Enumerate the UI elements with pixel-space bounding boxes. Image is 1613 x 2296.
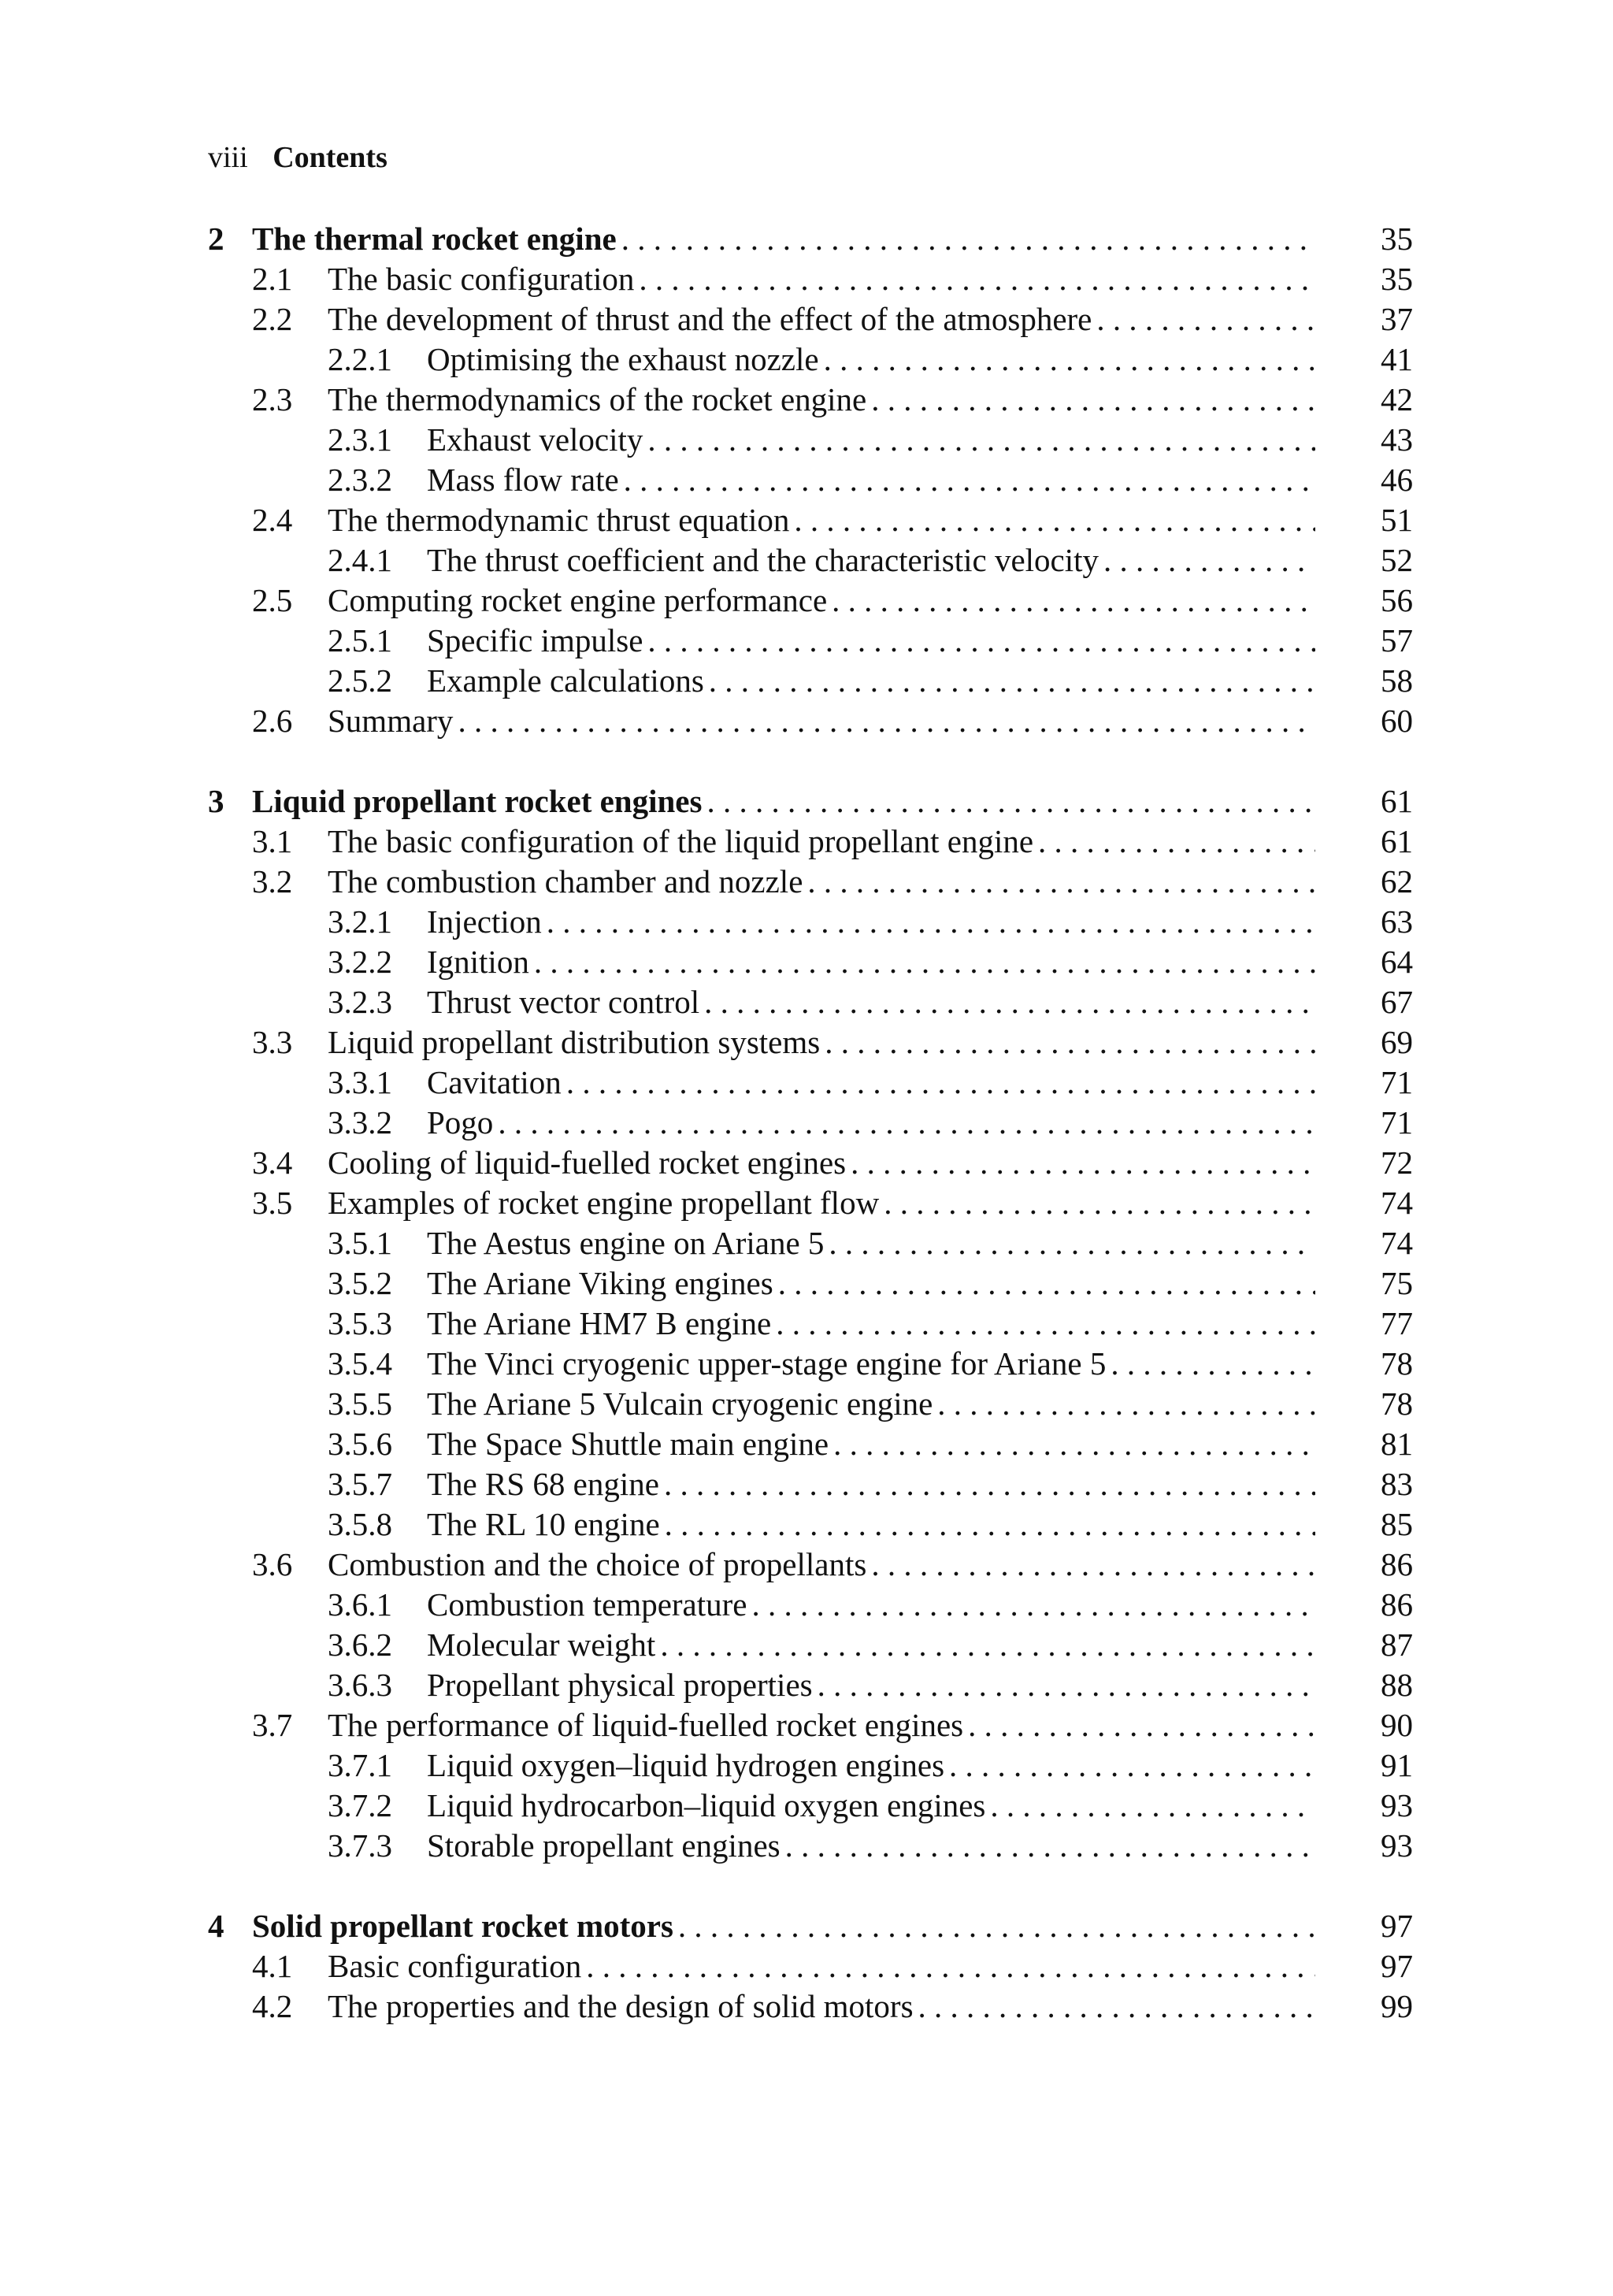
dot-leader [1103,540,1315,580]
dot-leader [884,1183,1315,1223]
toc-entry-section[interactable] [0,862,1613,902]
toc-entry-subsection[interactable] [0,621,1613,661]
toc-entry-number: 2.3.2 [328,462,392,498]
toc-entry-subsection[interactable] [0,1625,1613,1665]
toc-entry-title: Basic configuration [328,1948,582,1984]
toc-entry-title: Liquid oxygen–liquid hydrogen engines [427,1747,945,1783]
toc-entry-number: 2 [208,221,224,257]
toc-entry-title: Combustion temperature [427,1586,747,1623]
toc-entry-title: Propellant physical properties [427,1667,813,1703]
toc-entry-page: 43 [1381,421,1413,458]
dot-leader [534,942,1315,982]
toc-entry-subsection[interactable] [0,540,1613,580]
toc-entry-number: 3.6.2 [328,1626,392,1663]
dot-leader [665,1504,1315,1545]
toc-entry-section[interactable] [0,500,1613,540]
toc-entry-title: Liquid propellant rocket engines [252,783,703,819]
toc-entry-page: 56 [1381,582,1413,618]
toc-entry-section[interactable] [0,1143,1613,1183]
toc-entry-subsection[interactable] [0,982,1613,1022]
toc-entry-subsection[interactable] [0,1424,1613,1464]
toc-entry-title-line [427,460,1315,500]
toc-entry-title: Storable propellant engines [427,1827,781,1864]
toc-entry-number: 3.5 [252,1185,293,1221]
toc-entry-number: 3.3.1 [328,1064,392,1100]
dot-leader [778,1263,1315,1304]
table-of-contents [0,219,1613,2027]
dot-leader [586,1946,1315,1986]
toc-entry-title: Solid propellant rocket motors [252,1908,673,1944]
dot-leader [871,380,1315,420]
toc-entry-title: The properties and the design of solid motors [328,1988,914,2024]
toc-entry-title: The RS 68 engine [427,1466,659,1502]
toc-entry-page: 58 [1381,662,1413,699]
toc-entry-number: 3.5.1 [328,1225,392,1261]
toc-entry-title: Liquid hydrocarbon–liquid oxygen engines [427,1787,986,1823]
toc-entry-title: Thrust vector control [427,984,700,1020]
toc-entry-page: 90 [1381,1707,1413,1743]
toc-entry-page: 71 [1381,1064,1413,1100]
toc-entry-number: 3.7.1 [328,1747,392,1783]
dot-leader [825,1022,1315,1063]
toc-entry-page: 91 [1381,1747,1413,1783]
toc-entry-title-line [328,1545,1315,1585]
toc-entry-title: The Ariane 5 Vulcain cryogenic engine [427,1385,933,1422]
toc-entry-title: Specific impulse [427,622,643,658]
toc-entry-number: 3.2.1 [328,903,392,940]
toc-entry-title-line [328,500,1315,540]
toc-entry-number: 3.2.3 [328,984,392,1020]
toc-entry-number: 2.5.2 [328,662,392,699]
toc-entry-section[interactable] [0,701,1613,741]
toc-entry-subsection[interactable] [0,942,1613,982]
toc-entry-subsection[interactable] [0,1063,1613,1103]
toc-entry-title-line [427,1464,1315,1504]
toc-entry-title-line [427,1263,1315,1304]
toc-entry-section[interactable] [0,822,1613,862]
toc-entry-title: Example calculations [427,662,704,699]
toc-entry-number: 2.2.1 [328,341,392,377]
toc-entry-title-line [427,1786,1315,1826]
toc-entry-subsection[interactable] [0,460,1613,500]
toc-entry-page: 61 [1381,783,1413,819]
dot-leader [937,1384,1315,1424]
toc-entry-page: 97 [1381,1908,1413,1944]
toc-entry-title-line [427,420,1315,460]
toc-entry-title: Cooling of liquid-fuelled rocket engines [328,1144,847,1181]
toc-entry-page: 62 [1381,863,1413,899]
dot-leader [704,982,1315,1022]
toc-entry-number: 3.7.2 [328,1787,392,1823]
toc-entry-title-line [427,1625,1315,1665]
dot-leader [709,661,1315,701]
toc-entry-section[interactable] [0,259,1613,299]
toc-entry-title-line [427,1585,1315,1625]
dot-leader [776,1304,1315,1344]
toc-entry-title-line [427,1344,1315,1384]
toc-entry-number: 3.3 [252,1024,293,1060]
dot-leader [1096,299,1315,339]
toc-entry-title-line [328,701,1315,741]
toc-entry-page: 86 [1381,1546,1413,1582]
toc-entry-number: 3.2 [252,863,293,899]
header-title: Contents [273,141,387,174]
toc-entry-number: 3.7.3 [328,1827,392,1864]
toc-entry-number: 3.2.2 [328,944,392,980]
toc-entry-page: 35 [1381,261,1413,297]
dot-leader [678,1906,1315,1946]
toc-entry-number: 4 [208,1908,224,1944]
dot-leader [664,1464,1315,1504]
toc-entry-number: 4.2 [252,1988,293,2024]
toc-entry-subsection[interactable] [0,1786,1613,1826]
dot-leader [833,1424,1315,1464]
toc-entry-title-line [328,1143,1315,1183]
toc-entry-subsection[interactable] [0,902,1613,942]
toc-entry-title-line [427,1745,1315,1786]
toc-entry-section[interactable] [0,299,1613,339]
toc-entry-page: 87 [1381,1626,1413,1663]
toc-entry-page: 83 [1381,1466,1413,1502]
dot-leader [547,902,1315,942]
toc-entry-title-line [427,982,1315,1022]
toc-entry-title-line [427,1826,1315,1866]
toc-entry-subsection[interactable] [0,420,1613,460]
dot-leader [832,580,1315,621]
toc-entry-page: 81 [1381,1426,1413,1462]
toc-entry-number: 3.5.5 [328,1385,392,1422]
dot-leader [990,1786,1315,1826]
toc-entry-title-line [328,862,1315,902]
toc-entry-section[interactable] [0,380,1613,420]
toc-entry-title: Mass flow rate [427,462,619,498]
dot-leader [794,500,1315,540]
dot-leader [647,621,1315,661]
toc-entry-title-line [328,822,1315,862]
toc-entry-title: The RL 10 engine [427,1506,660,1542]
toc-entry-title: Summary [328,703,454,739]
toc-entry-title: The development of thrust and the effect of the atmosphere [328,301,1092,337]
dot-leader [498,1103,1315,1143]
dot-leader [871,1545,1315,1585]
dot-leader [1111,1344,1315,1384]
toc-entry-subsection[interactable] [0,1826,1613,1866]
toc-entry-page: 63 [1381,903,1413,940]
toc-entry-section[interactable] [0,580,1613,621]
toc-entry-subsection[interactable] [0,1103,1613,1143]
dot-leader [624,460,1315,500]
toc-entry-number: 3.1 [252,823,293,859]
toc-entry-title-line [328,1946,1315,1986]
toc-entry-page: 75 [1381,1265,1413,1301]
toc-entry-title: The Space Shuttle main engine [427,1426,829,1462]
toc-entry-title: The Ariane HM7 B engine [427,1305,772,1341]
toc-entry-title: The Vinci cryogenic upper-stage engine for Ariane 5 [427,1345,1107,1382]
dot-leader [566,1063,1315,1103]
toc-entry-number: 3.5.7 [328,1466,392,1502]
header-page-number: viii [208,141,248,174]
toc-entry-number: 2.3 [252,381,293,417]
toc-entry-title-line [427,540,1315,580]
dot-leader [660,1625,1315,1665]
toc-entry-title: The basic configuration of the liquid propellant engine [328,823,1034,859]
toc-entry-title: Pogo [427,1104,494,1141]
toc-entry-title: Liquid propellant distribution systems [328,1024,821,1060]
toc-entry-page: 67 [1381,984,1413,1020]
toc-entry-page: 78 [1381,1385,1413,1422]
toc-entry-title-line [328,380,1315,420]
toc-entry-chapter[interactable] [0,1906,1613,1946]
toc-entry-number: 3.4 [252,1144,293,1181]
toc-entry-title-line [427,1665,1315,1705]
toc-entry-title-line [427,1504,1315,1545]
toc-entry-number: 2.1 [252,261,293,297]
toc-entry-subsection[interactable] [0,1585,1613,1625]
toc-entry-number: 3.3.2 [328,1104,392,1141]
toc-entry-page: 51 [1381,502,1413,538]
toc-entry-page: 85 [1381,1506,1413,1542]
toc-entry-section[interactable] [0,1545,1613,1585]
toc-entry-number: 2.5.1 [328,622,392,658]
toc-entry-subsection[interactable] [0,1223,1613,1263]
dot-leader [918,1986,1315,2027]
toc-entry-title: Combustion and the choice of propellants [328,1546,867,1582]
toc-entry-page: 74 [1381,1225,1413,1261]
toc-entry-title: Optimising the exhaust nozzle [427,341,819,377]
toc-entry-number: 2.4.1 [328,542,392,578]
toc-entry-number: 3.5.8 [328,1506,392,1542]
dot-leader [824,339,1315,380]
toc-entry-title-line [328,1183,1315,1223]
toc-entry-subsection[interactable] [0,661,1613,701]
toc-entry-title-line [328,1986,1315,2027]
toc-entry-number: 2.4 [252,502,293,538]
toc-entry-title-line [328,259,1315,299]
toc-entry-title: The thermodynamics of the rocket engine [328,381,867,417]
toc-entry-subsection[interactable] [0,339,1613,380]
toc-entry-title: The thrust coefficient and the characteristic velocity [427,542,1099,578]
toc-entry-page: 74 [1381,1185,1413,1221]
toc-entry-subsection[interactable] [0,1384,1613,1424]
toc-entry-title: Cavitation [427,1064,562,1100]
toc-entry-page: 35 [1381,221,1413,257]
toc-entry-title-line [328,1705,1315,1745]
toc-entry-number: 4.1 [252,1948,293,1984]
toc-entry-subsection[interactable] [0,1344,1613,1384]
toc-entry-title-line [427,621,1315,661]
dot-leader [1038,822,1315,862]
toc-entry-page: 93 [1381,1787,1413,1823]
toc-entry-title: Exhaust velocity [427,421,643,458]
toc-entry-chapter[interactable] [0,219,1613,259]
toc-entry-subsection[interactable] [0,1304,1613,1344]
toc-entry-title: Examples of rocket engine propellant flow [328,1185,880,1221]
toc-entry-page: 97 [1381,1948,1413,1984]
toc-entry-number: 3.5.4 [328,1345,392,1382]
dot-leader [851,1143,1315,1183]
toc-entry-subsection[interactable] [0,1745,1613,1786]
toc-entry-number: 3.5.3 [328,1305,392,1341]
toc-entry-title: Injection [427,903,542,940]
toc-entry-title-line [427,1424,1315,1464]
toc-entry-title-line [427,1223,1315,1263]
toc-entry-number: 3.7 [252,1707,293,1743]
toc-entry-page: 42 [1381,381,1413,417]
running-head [208,140,387,175]
toc-entry-number: 3.6.1 [328,1586,392,1623]
dot-leader [829,1223,1315,1263]
toc-entry-title: The thermal rocket engine [252,221,617,257]
toc-entry-subsection[interactable] [0,1504,1613,1545]
toc-entry-page: 99 [1381,1988,1413,2024]
toc-entry-title: Ignition [427,944,529,980]
toc-entry-title: The performance of liquid-fuelled rocket engines [328,1707,964,1743]
toc-entry-title-line [252,219,1315,259]
toc-entry-page: 52 [1381,542,1413,578]
toc-entry-number: 3 [208,783,224,819]
toc-entry-title: Computing rocket engine performance [328,582,828,618]
dot-leader [818,1665,1315,1705]
toc-entry-title-line [427,1103,1315,1143]
toc-entry-title-line [252,1906,1315,1946]
toc-entry-page: 71 [1381,1104,1413,1141]
toc-entry-page: 57 [1381,622,1413,658]
toc-entry-page: 41 [1381,341,1413,377]
toc-entry-page: 78 [1381,1345,1413,1382]
toc-entry-title-line [252,781,1315,822]
toc-entry-page: 88 [1381,1667,1413,1703]
toc-entry-title: The basic configuration [328,261,635,297]
toc-entry-section[interactable] [0,1705,1613,1745]
toc-entry-section[interactable] [0,1946,1613,1986]
toc-entry-title-line [328,580,1315,621]
toc-entry-title-line [427,339,1315,380]
toc-entry-title: Molecular weight [427,1626,656,1663]
toc-entry-page: 69 [1381,1024,1413,1060]
toc-entry-title: The thermodynamic thrust equation [328,502,790,538]
toc-entry-title: The combustion chamber and nozzle [328,863,803,899]
toc-entry-title-line [328,1022,1315,1063]
dot-leader [639,259,1315,299]
dot-leader [647,420,1315,460]
toc-entry-section[interactable] [0,1183,1613,1223]
toc-entry-title-line [427,1384,1315,1424]
toc-entry-page: 46 [1381,462,1413,498]
toc-entry-number: 3.5.2 [328,1265,392,1301]
toc-entry-title-line [427,1304,1315,1344]
toc-entry-title-line [328,299,1315,339]
dot-leader [621,219,1315,259]
toc-entry-section[interactable] [0,1986,1613,2027]
toc-entry-number: 3.5.6 [328,1426,392,1462]
dot-leader [752,1585,1316,1625]
dot-leader [949,1745,1315,1786]
toc-entry-chapter[interactable] [0,781,1613,822]
dot-leader [807,862,1315,902]
toc-entry-title-line [427,661,1315,701]
toc-entry-title-line [427,1063,1315,1103]
toc-entry-page: 64 [1381,944,1413,980]
toc-entry-page: 60 [1381,703,1413,739]
toc-entry-number: 3.6 [252,1546,293,1582]
toc-entry-page: 37 [1381,301,1413,337]
toc-entry-page: 93 [1381,1827,1413,1864]
toc-entry-page: 72 [1381,1144,1413,1181]
toc-entry-page: 61 [1381,823,1413,859]
dot-leader [706,781,1315,822]
toc-entry-page: 77 [1381,1305,1413,1341]
toc-entry-title: The Ariane Viking engines [427,1265,773,1301]
toc-entry-number: 2.6 [252,703,293,739]
toc-entry-number: 2.5 [252,582,293,618]
toc-entry-number: 3.6.3 [328,1667,392,1703]
toc-entry-subsection[interactable] [0,1464,1613,1504]
dot-leader [785,1826,1315,1866]
toc-entry-subsection[interactable] [0,1263,1613,1304]
toc-entry-number: 2.2 [252,301,293,337]
toc-entry-subsection[interactable] [0,1665,1613,1705]
dot-leader [458,701,1315,741]
toc-entry-page: 86 [1381,1586,1413,1623]
toc-entry-section[interactable] [0,1022,1613,1063]
toc-entry-title-line [427,902,1315,942]
dot-leader [968,1705,1315,1745]
toc-entry-title-line [427,942,1315,982]
toc-entry-title: The Aestus engine on Ariane 5 [427,1225,825,1261]
toc-entry-number: 2.3.1 [328,421,392,458]
